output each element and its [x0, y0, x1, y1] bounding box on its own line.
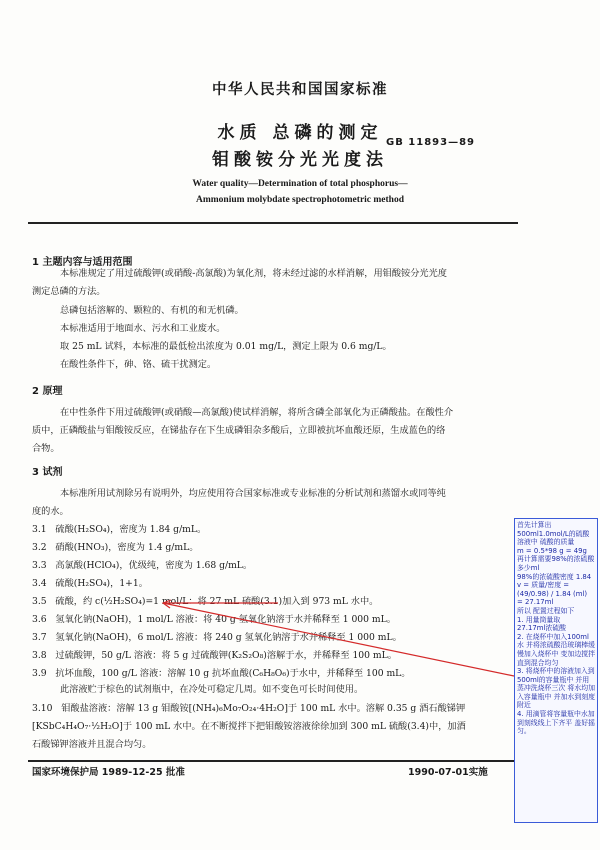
section-1-heading: 1 主题内容与适用范围	[32, 257, 133, 268]
section-2-line-2: 质中，正磷酸盐与钼酸铵反应，在锑盐存在下生成磷钼杂多酸后，立即被抗坏血酸还原，生成蓝色的络	[32, 425, 446, 436]
section-1-para-1-line-1: 本标准规定了用过硫酸钾(或硝酸-高氯酸)为氧化剂，将未经过滤的水样消解，用钼酸铵分光光度	[60, 268, 447, 279]
annotation-line: 所以 配置过程如下	[517, 606, 575, 615]
reagent-item: 3.8 过硫酸钾，50 g/L 溶液：将 5 g 过硫酸钾(K₂S₂O₈)溶解于水，并稀释至 100 mL。	[32, 650, 397, 661]
reagent-3-9-note: 此溶液贮于棕色的试剂瓶中，在冷处可稳定几周。如不变色可长时间使用。	[60, 684, 364, 695]
title-line-2: 钼酸铵分光光度法	[212, 150, 388, 170]
reagent-item-sulfuric-1mol: 3.5 硫酸，约 c(½H₂SO₄)=1 mol/L：将 27 mL 硫酸(3.1)加入到 973 mL 水中。	[32, 596, 379, 607]
annotation-line: = 27.17ml	[517, 598, 554, 607]
reagent-3-10-line-3: 石酸锑钾溶液并且混合均匀。	[32, 739, 152, 750]
section-3-intro-line-1: 本标准所用试剂除另有说明外，均应使用符合国家标准或专业标准的分析试剂和蒸馏水或同等纯	[60, 488, 446, 499]
english-title-2: Ammonium molybdate spectrophotometric method	[195, 195, 404, 205]
title-line-1: 水质 总磷的测定	[217, 123, 383, 143]
section-3-heading: 3 试剂	[32, 467, 63, 478]
standard-name: 中华人民共和国国家标准	[212, 82, 388, 98]
annotation-line: (49/0.98) / 1.84 (ml)	[517, 589, 588, 598]
reagent-item: 3.3 高氯酸(HClO₄)，优级纯，密度为 1.68 g/mL。	[32, 560, 253, 571]
section-1-para-1-line-2: 测定总磷的方法。	[32, 286, 106, 297]
reagent-item: 3.2 硝酸(HNO₃)，密度为 1.4 g/mL。	[32, 542, 199, 553]
annotation-line: 首先计算出	[517, 521, 552, 529]
section-2-line-1: 在中性条件下用过硫酸钾(或硝酸—高氯酸)使试样消解，将所含磷全部氧化为正磷酸盐。在酸性介	[60, 407, 454, 418]
section-1-para-2: 总磷包括溶解的、颗粒的、有机的和无机磷。	[60, 305, 244, 316]
annotation-line: 98%的浓硫酸密度 1.84	[517, 572, 592, 581]
section-1-para-5: 在酸性条件下，砷、铬、硫干扰测定。	[60, 359, 217, 370]
annotation-line: 再计算需要98%的浓硫酸多少ml	[517, 555, 595, 572]
reagent-item: 3.1 硫酸(H₂SO₄)，密度为 1.84 g/mL。	[32, 524, 207, 535]
reagent-item: 3.4 硫酸(H₂SO₄)，1+1。	[32, 578, 148, 589]
section-1-para-4: 取 25 mL 试料，本标准的最低检出浓度为 0.01 mg/L，测定上限为 0.6 mg/L。	[60, 341, 392, 352]
annotation-line: m = 0.5*98 g = 49g	[517, 546, 587, 555]
section-2-heading: 2 原理	[32, 386, 63, 397]
annotation-line: 500ml1.0mol/L的硫酸溶液中 硫酸的质量	[517, 529, 590, 547]
section-1-para-3: 本标准适用于地面水、污水和工业废水。	[60, 323, 226, 334]
annotation-line: 1. 用量筒量取	[517, 615, 561, 624]
annotation-line: 27.17ml浓硫酸	[517, 624, 567, 633]
annotation-line: v = 质量/密度 =	[517, 581, 570, 590]
english-title-1: Water quality—Determination of total phosphorus—	[192, 179, 408, 189]
effective-date: 1990-07-01实施	[408, 767, 488, 778]
standard-code: GB 11893—89	[386, 137, 476, 148]
reagent-item-molybdate: 3.10 钼酸盐溶液：溶解 13 g 钼酸铵[(NH₄)₆Mo₇O₂₄·4H₂O]于 100 mL 水中。溶解 0.35 g 酒石酸锑钾	[32, 703, 466, 714]
annotation-box	[514, 518, 598, 823]
reagent-3-10-line-2: [KSbC₄H₄O₇·½H₂O]于 100 mL 水中。在不断搅拌下把钼酸铵溶液徐徐加到 300 mL 硫酸(3.4)中，加酒	[32, 721, 466, 732]
annotation-line: 2. 在烧杯中加入100ml水 并将浓硫酸沿玻璃棒缓慢加入烧杯中 变加边搅拌直到混合均匀	[517, 632, 595, 667]
section-2-line-3: 合物。	[32, 443, 60, 454]
section-3-intro-line-2: 度的水。	[32, 506, 69, 517]
annotation-line: 4. 用滴管将容量瓶中水加到刻线线上下齐平 盖好摇匀。	[517, 710, 595, 736]
reagent-item: 3.6 氢氧化钠(NaOH)，1 mol/L 溶液：将 40 g 氢氧化钠溶于水并稀释至 1 000 mL。	[32, 614, 396, 625]
reagent-item: 3.9 抗坏血酸，100 g/L 溶液：溶解 10 g 抗坏血酸(C₆H₈O₆)于水中，并稀释至 100 mL。	[32, 668, 411, 679]
reagent-item: 3.7 氢氧化钠(NaOH)，6 mol/L 溶液：将 240 g 氢氧化钠溶于水并稀释至 1 000 mL。	[32, 632, 402, 643]
issuer-approval: 国家环境保护局 1989-12-25 批准	[32, 767, 185, 778]
annotation-line: 3. 将烧杯中的溶液加入到500ml的容量瓶中 并用蒸冲洗烧杯三次 将水均加入容量瓶中 并加水到刻度附近	[517, 667, 595, 710]
